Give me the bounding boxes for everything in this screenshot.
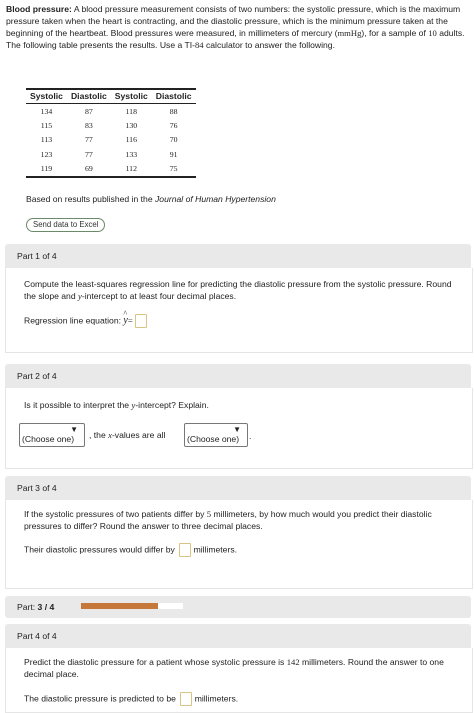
table-cell: 130 — [125, 121, 138, 131]
part3-header-label: Part 3 of 4 — [17, 483, 57, 493]
x-values-select[interactable] — [184, 423, 248, 447]
part4-header — [5, 624, 471, 648]
table-row — [26, 162, 196, 177]
table-cell: 76 — [169, 121, 178, 131]
part4-body — [5, 648, 473, 713]
problem-title: Blood pressure: — [6, 4, 72, 14]
part4-unit: millimeters. — [194, 693, 239, 704]
part1-header-label: Part 1 of 4 — [17, 251, 57, 261]
progress-bar-container — [5, 596, 471, 618]
intro-text-2: ), for a sample of — [361, 28, 429, 38]
chevron-down-icon: ▼ — [70, 425, 78, 434]
equals-sign: = — [127, 315, 133, 326]
send-data-to-excel-button[interactable]: Send data to Excel — [26, 218, 105, 232]
part2-period: . — [249, 431, 252, 441]
progress-total: 4 — [49, 602, 55, 612]
progress-fill — [81, 603, 158, 609]
table-cell: 115 — [40, 121, 53, 131]
blood-pressure-table — [26, 88, 196, 178]
intro-sample-size: 10 — [428, 28, 437, 38]
table-cell: 77 — [84, 149, 93, 159]
col-header-systolic-2: Systolic — [111, 89, 152, 104]
regression-equation-input[interactable] — [135, 314, 147, 328]
part3-unit: millimeters. — [193, 544, 238, 555]
select-value: (Choose one) — [187, 434, 240, 444]
part1-question-var: y — [78, 291, 82, 301]
source-journal: Journal of Human Hypertension — [155, 194, 276, 204]
progress-current: 3 — [37, 602, 43, 612]
part1-header — [5, 244, 471, 268]
part1-question-b: -intercept to at least four decimal places. — [81, 291, 237, 301]
table-cell: 133 — [125, 149, 138, 159]
table-cell: 88 — [169, 106, 178, 116]
problem-intro — [6, 3, 468, 51]
part4-question-num: 142 — [286, 657, 300, 667]
part2-question-a: Is it possible to interpret the — [24, 400, 132, 410]
data-source-note — [26, 194, 276, 204]
source-prefix: Based on results published in the — [26, 194, 155, 204]
col-header-diastolic-1: Diastolic — [67, 89, 111, 104]
table-row — [26, 104, 196, 119]
progress-track — [81, 603, 183, 609]
regression-equation-label: Regression line equation: — [24, 315, 124, 326]
table-cell: 70 — [169, 135, 178, 145]
part3-body — [5, 500, 473, 589]
part2-mid-var: x — [108, 430, 112, 440]
part1-body — [5, 268, 473, 353]
table-cell: 91 — [169, 149, 178, 159]
table-cell: 75 — [152, 162, 196, 177]
intercept-interpretable-select[interactable] — [19, 423, 85, 447]
part3-question-num: 5 — [206, 509, 212, 519]
table-row — [26, 147, 196, 161]
diastolic-difference-input[interactable] — [179, 543, 191, 557]
part4-answer-label: The diastolic pressure is predicted to be — [24, 693, 176, 704]
part3-answer-label: Their diastolic pressures would differ by — [24, 544, 175, 555]
table-cell: 112 — [111, 162, 152, 177]
part1-question — [24, 278, 464, 302]
table-row — [26, 133, 196, 147]
predicted-diastolic-input[interactable] — [180, 692, 192, 706]
part2-header-label: Part 2 of 4 — [17, 371, 57, 381]
part2-mid-b: -values are all — [111, 430, 166, 440]
intro-text-3: adults. The following table presents the results. Use a TI- — [6, 28, 465, 50]
part1-question-a: Compute the least-squares regression line for predicting the diastolic pressure from the systolic pressure. Round the slope and — [24, 279, 452, 301]
table-cell: 116 — [125, 135, 137, 145]
part4-header-label: Part 4 of 4 — [17, 631, 57, 641]
part3-question-b: millimeters, by how much would you predict their diastolic pressures to differ? Round the answer to three decimal places. — [24, 509, 432, 531]
intro-text-4: calculator to answer the following. — [203, 40, 335, 50]
progress-prefix: Part: — [17, 602, 36, 612]
part4-question — [24, 656, 464, 680]
table-cell: 113 — [40, 135, 53, 145]
part2-body — [5, 388, 473, 469]
table-cell: 83 — [84, 121, 93, 131]
part3-answer-row — [24, 543, 464, 557]
part2-mid-text — [89, 429, 165, 441]
part2-question-b: -intercept? Explain. — [135, 400, 209, 410]
y-hat-symbol: ^ y — [123, 315, 127, 326]
table-cell: 69 — [67, 162, 111, 177]
intro-text-1: A blood pressure measurement consists of two numbers: the systolic pressure, which is the maximum pressure taken when the heart is contracting, and the diastolic pressure, which is the minimum pressure taken at the beginning of the heartbeat. Blood pressures were measured, in millimeters of mercury ( — [6, 4, 461, 38]
table-cell: 119 — [26, 162, 67, 177]
progress-sep: / — [42, 602, 50, 612]
table-cell: 134 — [40, 106, 53, 116]
part4-question-a: Predict the diastolic pressure for a patient whose systolic pressure is — [24, 657, 287, 667]
table-cell: 77 — [84, 135, 93, 145]
part2-header — [5, 364, 471, 388]
part3-header — [5, 476, 471, 500]
table-cell: 118 — [125, 106, 137, 116]
part1-answer-row — [24, 314, 464, 328]
table-header-row — [26, 89, 196, 104]
table-row — [26, 118, 196, 132]
part2-mid-a: , the — [89, 430, 109, 440]
part3-question — [24, 508, 464, 532]
select-value: (Choose one) — [22, 434, 75, 444]
intro-calculator: 84 — [195, 40, 204, 50]
part4-answer-row — [24, 692, 464, 706]
col-header-systolic-1: Systolic — [26, 89, 67, 104]
progress-label — [17, 602, 54, 612]
part4-question-b: millimeters. Round the answer to one decimal place. — [24, 657, 444, 679]
table-cell: 87 — [84, 106, 93, 116]
chevron-down-icon: ▼ — [233, 425, 241, 434]
table-cell: 123 — [40, 149, 53, 159]
intro-unit: mmHg — [337, 28, 362, 38]
part2-question-var: y — [131, 400, 136, 410]
part3-question-a: If the systolic pressures of two patients differ by — [24, 509, 207, 519]
part2-question — [24, 399, 464, 411]
col-header-diastolic-2: Diastolic — [152, 89, 196, 104]
